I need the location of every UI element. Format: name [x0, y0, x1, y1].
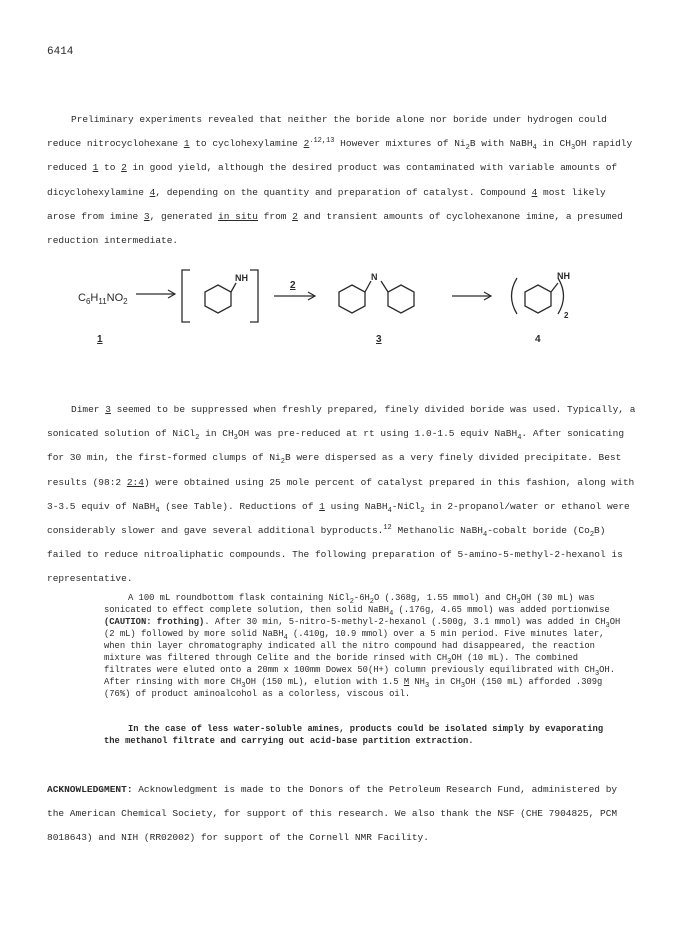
- reaction-scheme: [70, 266, 630, 352]
- acknowledgment: ACKNOWLEDGMENT: Acknowledgment is made to the Donors of the Petroleum Research Fund, administered by the American Chemical Society, for support of this research. We also thank the NSF (CHE 7904825, PCM 8018643) and NIH (RR02002) for support of the Cornell NMR Facility.: [47, 784, 618, 844]
- dimer-subscript: 2: [564, 311, 569, 320]
- paragraph-dimer: Dimer 3 seemed to be suppressed when freshly prepared, finely divided boride was used. Typically, a sonicated solution of NiCl$_2$ in $CH_3OH$ was pre-reduced at rt using 1.0-1.5 equiv NaBH$_4$. After sonicating for 30 min, the first-formed clumps of $Ni_2B$ were dispersed as a very finely divided precipitate. Best results (98:2 2:4) were obtained using 25 mole percent of catalyst prepared in this fashion, along with 3-3.5 equiv of NaBH$_4$ (see Table). Reductions of 1 using NaBH$_4$-NiCl$_2$ in 2-propanol/water or ethanol were considerably slower and gave several additional byproducts.$^{12}$ Methanolic NaBH$_4$-cobalt boride $(Co_2B)$ failed to reduce nitroaliphatic compounds. The following preparation of 5-amino-5-methyl-2-hexanol is representative.: [47, 404, 636, 585]
- page-number: 6414: [47, 46, 74, 58]
- compound-label-3: 3: [376, 334, 382, 345]
- paragraph-water-soluble: In the case of less water-soluble amines, products could be isolated simply by evaporating the methanol filtrate and carrying out acid-base partition extraction.: [104, 724, 604, 746]
- cyclohexanone-imine-ring: [205, 283, 236, 313]
- compound-label-1: 1: [97, 334, 103, 345]
- reaction-arrow-2: [274, 292, 315, 300]
- imine-nh-label: NH: [235, 273, 248, 283]
- compound-label-4: 4: [535, 334, 541, 345]
- reaction-arrow-1: [136, 290, 175, 298]
- amine-nh-label: NH: [557, 271, 570, 281]
- acknowledgment-heading: ACKNOWLEDGMENT:: [47, 784, 133, 795]
- paragraph-preliminary: Preliminary experiments revealed that neither the boride alone nor boride under hydrogen could reduce nitrocyclohexane 1 to cyclohexylamine $2^{.12,13}$ However mixtures of $Ni_2B$ with NaBH$_4$ in $CH_3OH$ rapidly reduced 1 to 2 in good yield, although the desired product was contaminated with variable amounts of dicyclohexylamine 4, depending on the quantity and preparation of catalyst. Compound 4 most likely arose from imine 3, generated in situ from 2 and transient amounts of cyclohexanone imine, a presumed reduction intermediate.: [47, 114, 633, 247]
- reaction-arrow-3: [452, 292, 491, 300]
- imine-n-label: N: [371, 272, 378, 282]
- arrow-2-reagent-label: 2: [290, 280, 296, 291]
- reactant-formula: $C_6H_{11}NO_2$: [78, 292, 128, 306]
- dicyclohexylamine-structure: [512, 278, 564, 314]
- experimental-procedure: A 100 mL roundbottom flask containing $NiCl_2-6H_2O$ (.368g, 1.55 mmol) and $CH_3OH$ (30 mL) was sonicated to effect complete solution, then solid NaBH$_4$ (.176g, 4.65 mmol) was added portionwise (CAUTION: frothing). After 30 min, 5-nitro-5-methyl-2-hexanol (.500g, 3.1 mmol) was added in $CH_3OH$ (2 mL) followed by more solid NaBH$_4$ (.410g, 10.9 mmol) over a 5 min period. Five minutes later, when thin layer chromatography indicated all the nitro compound had disappeared, the reaction mixture was filtered through Celite and the boride rinsed with $CH_3OH$ (10 mL). The combined filtrates were eluted onto a 20mm x 100mm Dowex 50(H+) column previously equilibrated with $CH_3OH$. After rinsing with more $CH_3OH$ (150 mL), elution with 1.5 M $NH_3$ in $CH_3OH$ (150 mL) afforded .309g (76%) of product aminoalcohol as a colorless, viscous oil.: [104, 593, 621, 699]
- dimer-imine-structure: [339, 281, 414, 313]
